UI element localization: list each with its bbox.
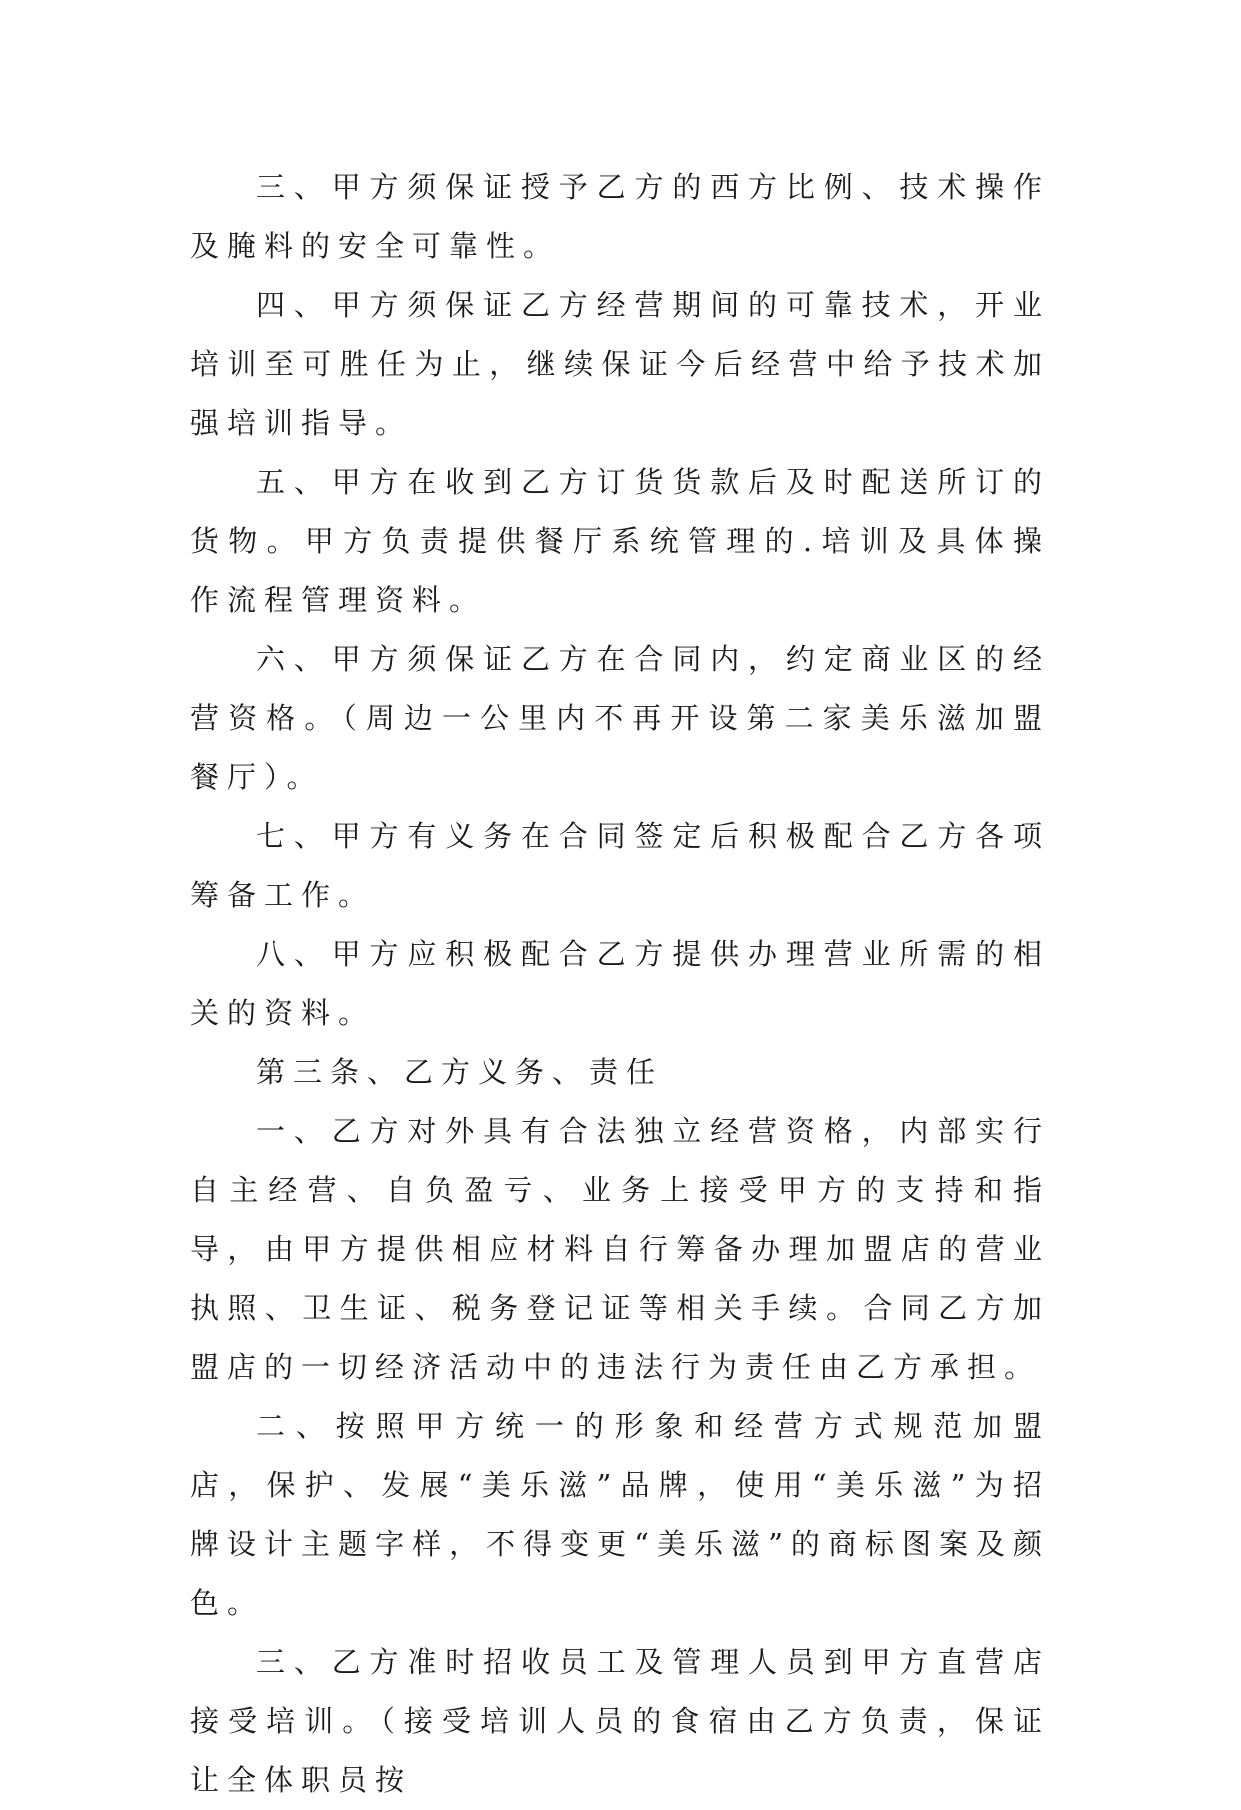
clause-paragraph: 六、甲方须保证乙方在合同内，约定商业区的经营资格。（周边一公里内不再开设第二家美乐滋加盟餐厅）。 bbox=[190, 642, 1050, 794]
clause-paragraph: 三、甲方须保证授予乙方的西方比例、技术操作及腌料的安全可靠性。 bbox=[190, 170, 1050, 263]
clause-paragraph: 四、甲方须保证乙方经营期间的可靠技术，开业培训至可胜任为止，继续保证今后经营中给予技术加强培训指导。 bbox=[190, 288, 1050, 440]
clause-paragraph: 三、乙方准时招收员工及管理人员到甲方直营店接受培训。（接受培训人员的食宿由乙方负责，保证让全体职员按 bbox=[190, 1645, 1050, 1797]
clause-paragraph: 五、甲方在收到乙方订货货款后及时配送所订的货物。甲方负责提供餐厅系统管理的.培训及具体操作流程管理资料。 bbox=[190, 465, 1050, 617]
clause-paragraph: 七、甲方有义务在合同签定后积极配合乙方各项筹备工作。 bbox=[190, 819, 1050, 912]
clause-paragraph: 二、按照甲方统一的形象和经营方式规范加盟店，保护、发展“美乐滋”品牌，使用“美乐滋”为招牌设计主题字样，不得变更“美乐滋”的商标图案及颜色。 bbox=[190, 1409, 1050, 1620]
clause-paragraph: 一、乙方对外具有合法独立经营资格，内部实行自主经营、自负盈亏、业务上接受甲方的支持和指导，由甲方提供相应材料自行筹备办理加盟店的营业执照、卫生证、税务登记证等相关手续。合同乙方加盟店的一切经济活动中的违法行为责任由乙方承担。 bbox=[190, 1114, 1050, 1384]
document-body bbox=[190, 158, 1050, 1810]
clause-paragraph: 八、甲方应积极配合乙方提供办理营业所需的相关的资料。 bbox=[190, 937, 1050, 1030]
section-heading: 第三条、乙方义务、责任 bbox=[256, 1055, 664, 1089]
